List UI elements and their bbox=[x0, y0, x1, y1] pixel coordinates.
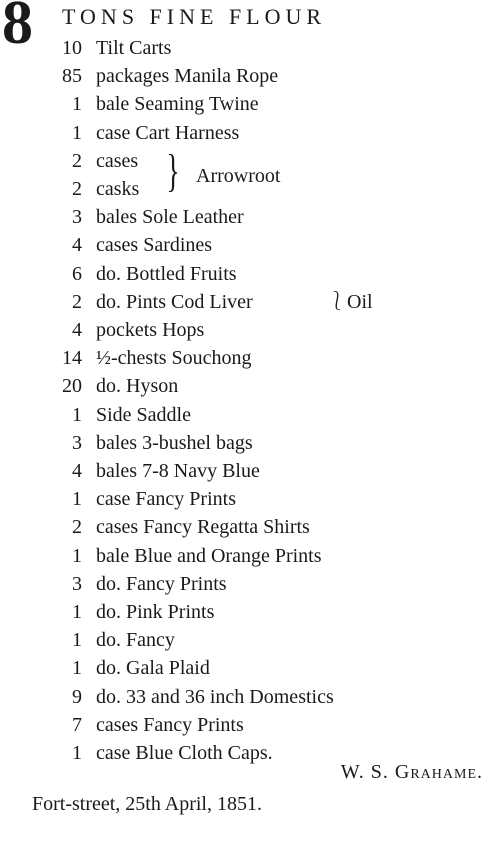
list-item bbox=[0, 231, 493, 259]
list-item bbox=[0, 485, 493, 513]
list-item bbox=[0, 34, 493, 62]
item-description: cases Sardines bbox=[96, 234, 213, 257]
item-description: ½-chests Souchong bbox=[96, 347, 252, 370]
list-item bbox=[0, 288, 493, 316]
item-quantity: 7 bbox=[72, 713, 82, 736]
item-quantity: 6 bbox=[72, 262, 82, 285]
item-quantity: 4 bbox=[72, 460, 82, 482]
list-item bbox=[0, 62, 493, 90]
list-item bbox=[0, 570, 493, 598]
item-quantity: 1 bbox=[72, 403, 82, 426]
bracket-mark-icon: ⎱ bbox=[328, 290, 346, 311]
item-quantity: 1 bbox=[72, 601, 82, 623]
brace-icon: } bbox=[166, 145, 180, 196]
item-quantity: 2 bbox=[72, 516, 82, 539]
list-item bbox=[0, 711, 493, 739]
item-quantity: 85 bbox=[62, 65, 82, 88]
list-item bbox=[0, 344, 493, 372]
item-quantity: 10 bbox=[62, 37, 82, 59]
list-item bbox=[0, 683, 493, 711]
item-quantity: 1 bbox=[72, 93, 82, 116]
item-quantity: 3 bbox=[72, 431, 82, 454]
item-description: pockets Hops bbox=[96, 319, 205, 341]
drop-cap: 8 bbox=[2, 0, 33, 57]
item-quantity: 1 bbox=[72, 121, 82, 144]
item-description: bales Sole Leather bbox=[96, 206, 244, 229]
item-description: do. Gala Plaid bbox=[96, 657, 210, 680]
list-item bbox=[0, 542, 493, 570]
item-description: do. Hyson bbox=[96, 375, 179, 398]
item-description: do. Pink Prints bbox=[96, 601, 215, 623]
item-description: Tilt Carts bbox=[96, 37, 172, 59]
item-description: cases Fancy Prints bbox=[96, 713, 244, 736]
item-quantity: 3 bbox=[72, 572, 82, 595]
item-quantity: 2 bbox=[72, 178, 82, 200]
item-description: cases bbox=[96, 149, 139, 172]
item-description: case Blue Cloth Caps. bbox=[96, 742, 273, 764]
list-item bbox=[0, 119, 493, 147]
item-description: Side Saddle bbox=[96, 403, 191, 426]
list-item bbox=[0, 203, 493, 231]
brace-group-label: Arrowroot bbox=[196, 165, 281, 187]
signature: W. S. Grahame. bbox=[340, 761, 483, 783]
list-item bbox=[0, 654, 493, 682]
item-description: bales 7-8 Navy Blue bbox=[96, 460, 260, 482]
item-quantity: 1 bbox=[72, 488, 82, 511]
dateline: Fort-street, 25th April, 1851. bbox=[32, 793, 262, 815]
item-description: do. Pints Cod Liver bbox=[96, 290, 253, 313]
item-description: cases Fancy Regatta Shirts bbox=[96, 516, 310, 539]
item-description: casks bbox=[96, 178, 140, 200]
list-item bbox=[0, 429, 493, 457]
list-item bbox=[0, 626, 493, 654]
item-description: case Cart Harness bbox=[96, 121, 240, 144]
item-quantity: 1 bbox=[72, 742, 82, 764]
item-description: bale Blue and Orange Prints bbox=[96, 544, 322, 567]
item-quantity: 1 bbox=[72, 629, 82, 652]
list-item bbox=[0, 372, 493, 400]
item-quantity: 4 bbox=[72, 234, 82, 257]
item-quantity: 1 bbox=[72, 544, 82, 567]
item-quantity: 2 bbox=[72, 290, 82, 313]
item-description: bales 3-bushel bags bbox=[96, 431, 253, 454]
item-description: do. Fancy Prints bbox=[96, 572, 227, 595]
item-description: case Fancy Prints bbox=[96, 488, 236, 511]
item-description: do. Fancy bbox=[96, 629, 175, 652]
list-item bbox=[0, 457, 493, 485]
item-quantity: 1 bbox=[72, 657, 82, 680]
item-description: do. Bottled Fruits bbox=[96, 262, 237, 285]
list-item bbox=[0, 598, 493, 626]
item-description-tail: Oil bbox=[347, 290, 373, 313]
item-quantity: 2 bbox=[72, 149, 82, 172]
list-item bbox=[0, 90, 493, 118]
item-quantity: 3 bbox=[72, 206, 82, 229]
list-item bbox=[0, 316, 493, 344]
list-item bbox=[0, 513, 493, 541]
item-quantity: 14 bbox=[62, 347, 82, 370]
item-quantity: 9 bbox=[72, 685, 82, 708]
list-item bbox=[0, 260, 493, 288]
item-description: packages Manila Rope bbox=[96, 65, 279, 88]
item-description: do. 33 and 36 inch Domestics bbox=[96, 685, 334, 708]
item-quantity: 4 bbox=[72, 319, 82, 341]
list-item bbox=[0, 401, 493, 429]
heading-title: TONS FINE FLOUR bbox=[62, 4, 327, 29]
item-quantity: 20 bbox=[62, 375, 82, 398]
item-description: bale Seaming Twine bbox=[96, 93, 259, 116]
